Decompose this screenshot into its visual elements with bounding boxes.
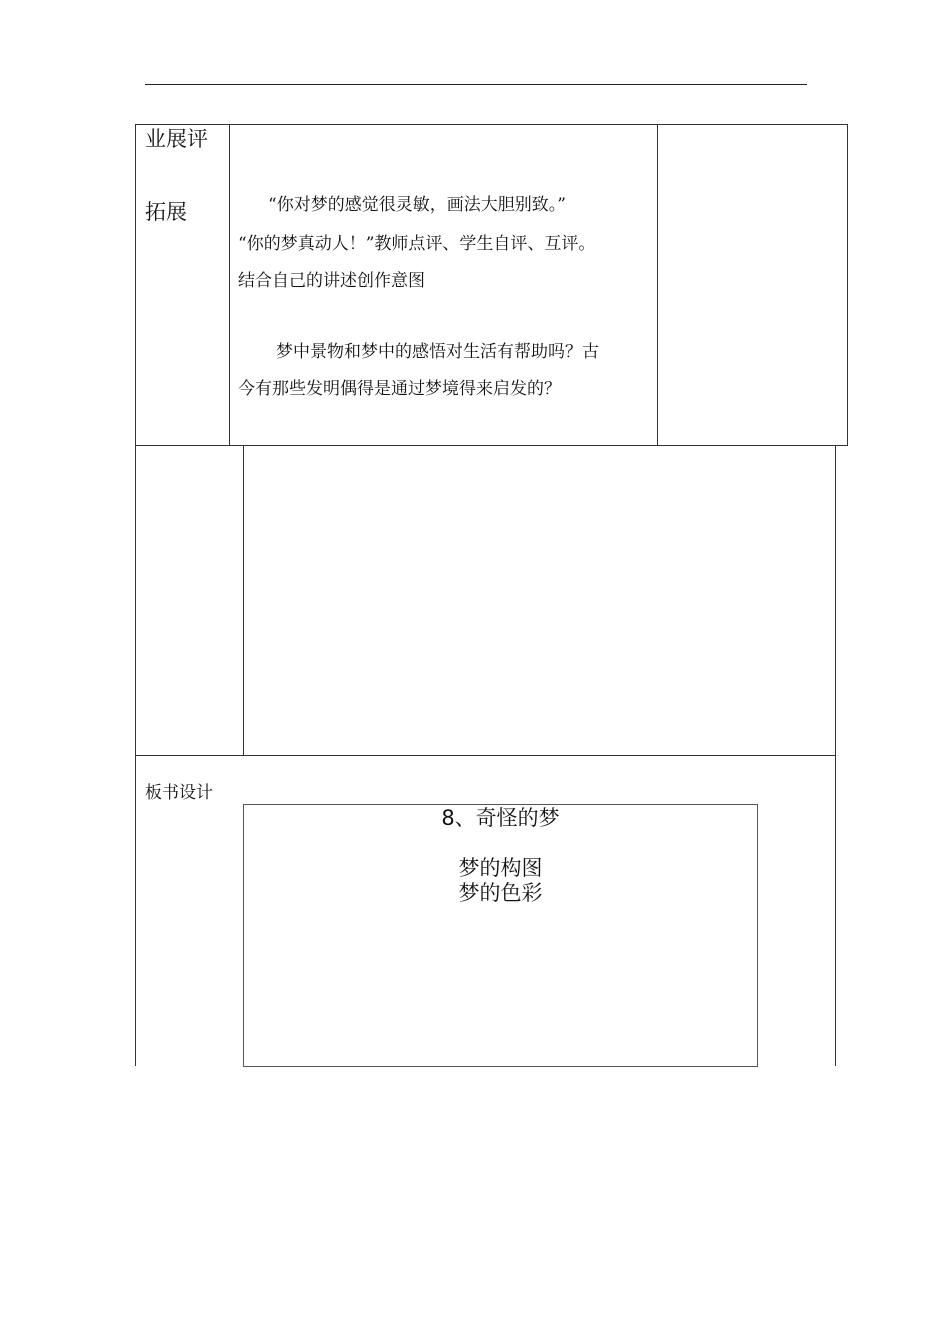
row2-bottom-border: [135, 755, 836, 756]
board-line-2: 梦的色彩: [458, 881, 543, 905]
row1-para1-line1: “你对梦的感觉很灵敏，画法大胆别致。”: [268, 195, 566, 215]
row2-col1-divider: [243, 445, 244, 755]
board-design-label: 板书设计: [145, 783, 213, 803]
header-rule: [145, 84, 807, 85]
board-line-1: 梦的构图: [458, 856, 543, 880]
board-title: 8、奇怪的梦: [441, 806, 560, 830]
row1-right-border: [847, 124, 848, 446]
row1-col2-divider: [657, 124, 658, 446]
table-left-border: [135, 124, 136, 1066]
row1-para2-line1: 梦中景物和梦中的感悟对生活有帮助吗？古: [276, 342, 599, 362]
row1-label-line2: 拓展: [145, 200, 187, 224]
row1-bottom-border: [135, 445, 848, 446]
row1-para2-line2: 今有那些发明偶得是通过梦境得来启发的？: [238, 379, 561, 399]
row1-para1-line2: “你的梦真动人！”教师点评、学生自评、互评。: [238, 234, 596, 254]
row1-para1-line3: 结合自己的讲述创作意图: [238, 271, 425, 291]
row1-col1-divider: [229, 124, 230, 446]
row1-label-line1: 业展评: [145, 127, 208, 151]
table-top-border: [135, 124, 848, 125]
board-box: [243, 804, 758, 1067]
